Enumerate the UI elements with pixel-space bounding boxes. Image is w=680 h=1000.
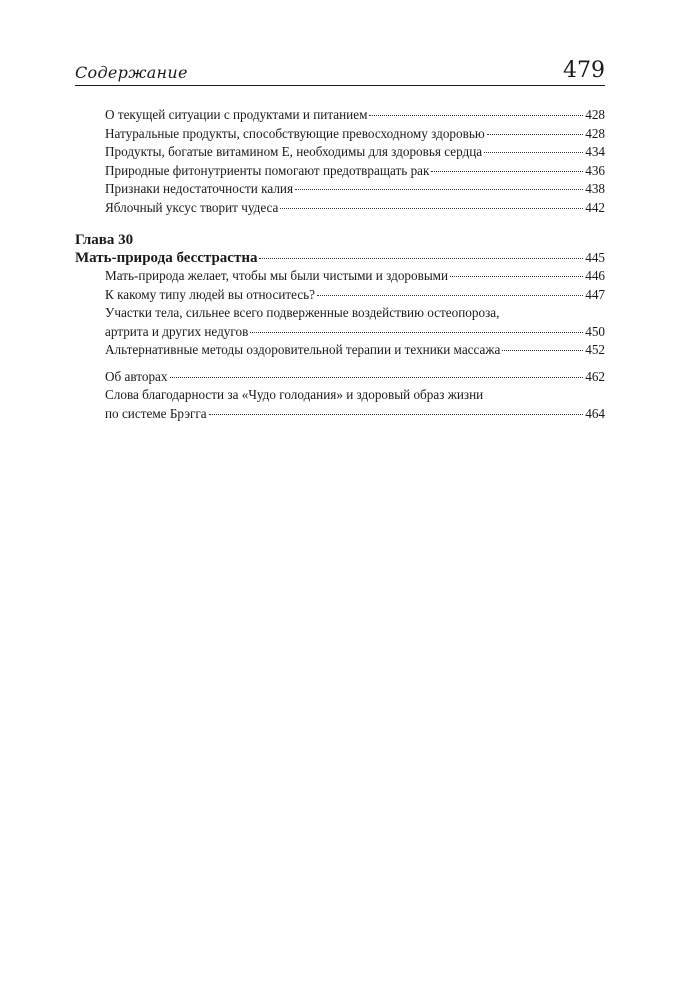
toc-entry-title: Об авторах (105, 368, 168, 384)
toc-entry-title: Альтернативные методы оздоровительной терапии и техники массажа (105, 342, 501, 357)
toc-entry-title-line1: Участки тела, сильнее всего подверженные воздействию остеопороза, (105, 305, 500, 320)
toc-entry-title: Признаки недостаточности калия (105, 181, 294, 196)
page-number: 479 (563, 58, 605, 83)
toc-entry-title-line1: Слова благодарности за «Чудо голодания» и здоровый образ жизни (105, 387, 484, 402)
dot-leader (280, 208, 583, 209)
toc-entry-title: К какому типу людей вы относитесь? (105, 286, 316, 302)
toc-entry[interactable] (75, 180, 605, 199)
toc-entry-page: 452 (585, 342, 605, 357)
dot-leader (170, 377, 584, 378)
toc-entry-authors[interactable] (75, 368, 605, 387)
toc-entry-page: 434 (585, 144, 605, 159)
toc-entry-title-line2: артрита и других недугов (105, 323, 249, 339)
chapter-label: Глава 30 (75, 232, 134, 248)
toc-entry-thanks[interactable] (75, 386, 605, 423)
section-spacer (75, 360, 605, 368)
toc-entry-title: Мать-природа желает, чтобы мы были чистыми и здоровыми (105, 268, 449, 283)
toc-entry-page: 438 (585, 181, 605, 196)
dot-leader (250, 332, 583, 333)
toc-entry[interactable] (75, 267, 605, 286)
toc-entry[interactable] (75, 341, 605, 360)
toc-entry-page: 464 (585, 405, 605, 421)
chapter-page: 445 (585, 250, 605, 265)
dot-leader (450, 276, 583, 277)
dot-leader (295, 189, 583, 190)
dot-leader (484, 152, 583, 153)
toc-entry-title-line2: по системе Брэгга (105, 405, 207, 421)
dot-leader (209, 414, 584, 415)
toc-entry[interactable] (75, 125, 605, 144)
toc-entry-page: 428 (585, 107, 605, 122)
dot-leader (259, 258, 583, 259)
toc-entry-page: 428 (585, 125, 605, 141)
toc-entry[interactable] (75, 106, 605, 125)
toc-entry[interactable] (75, 286, 605, 305)
chapter-title: Мать-природа бесстрастна (75, 250, 258, 266)
toc-entry-page: 436 (585, 162, 605, 178)
dot-leader (317, 295, 583, 296)
toc-page (75, 60, 605, 423)
toc-entry-title: О текущей ситуации с продуктами и питанием (105, 107, 368, 122)
toc-entry-page: 442 (585, 199, 605, 215)
dot-leader (431, 171, 583, 172)
toc-entry-title: Продукты, богатые витамином Е, необходимы для здоровья сердца (105, 144, 483, 159)
table-of-contents (75, 106, 605, 423)
dot-leader (502, 350, 583, 351)
toc-entry[interactable] (75, 143, 605, 162)
section-title: Содержание (75, 63, 188, 82)
toc-entry[interactable] (75, 199, 605, 218)
toc-entry-title: Натуральные продукты, способствующие превосходному здоровью (105, 125, 485, 141)
toc-entry-title: Яблочный уксус творит чудеса (105, 199, 279, 215)
chapter-entry[interactable] (75, 249, 605, 267)
toc-entry-page: 447 (585, 286, 605, 302)
toc-entry-page: 450 (585, 323, 605, 339)
toc-entry-title: Природные фитонутриенты помогают предотвращать рак (105, 162, 430, 178)
toc-entry-page: 446 (585, 268, 605, 283)
dot-leader (487, 134, 584, 135)
toc-entry[interactable] (75, 162, 605, 181)
dot-leader (369, 115, 583, 116)
toc-entry-page: 462 (585, 368, 605, 384)
toc-entry-multiline[interactable] (75, 304, 605, 341)
running-header (75, 60, 605, 86)
